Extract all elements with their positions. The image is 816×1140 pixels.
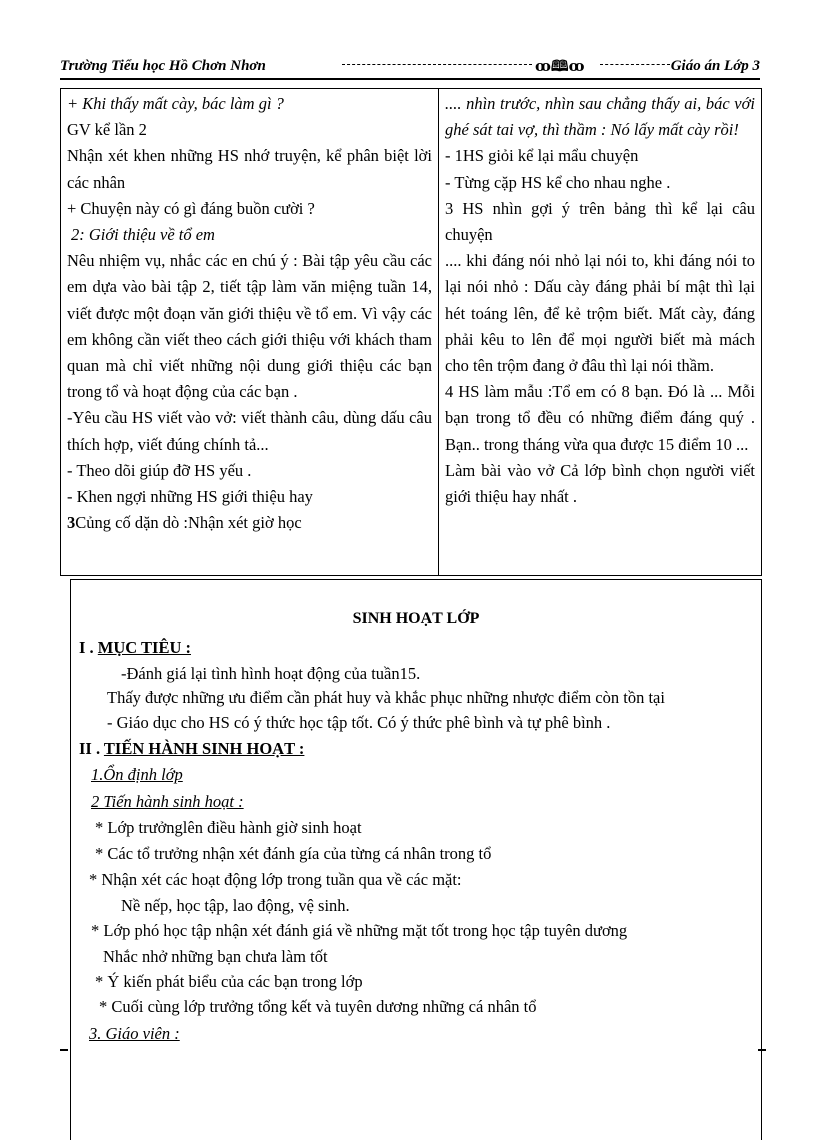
header-divider [600,64,670,65]
story-excerpt: .... nhìn trước, nhìn sau chẳng thấy ai, bác với ghé sát tai vợ, thì thầm : Nó lấy mất cày rồi! [445,94,755,140]
text-paragraph: 4 HS làm mẫu :Tổ em có 8 bạn. Đó là ... Mỗi bạn trong tổ đều có những điểm đáng quý . Bạn.. trong tháng vừa qua được 15 điểm 10 ... [445,382,755,454]
text-line: - Từng cặp HS kể cho nhau nghe . [445,172,671,192]
text-paragraph: Làm bài vào vở Cả lớp bình chọn người viết giới thiệu hay nhất . [445,460,755,507]
text-paragraph: 3 HS nhìn gợi ý trên bảng thì kể lại câu chuyện [445,198,755,245]
student-column [439,89,761,575]
class-activity-box [70,579,762,1140]
procedure-item: Nhắc nhở những bạn chưa làm tốt [103,947,328,966]
procedure-item: * Nhận xét các hoạt động lớp trong tuần qua về các mặt: [89,870,462,889]
procedure-item: * Lớp phó học tập nhận xét đánh giá về những mặt tốt trong học tập tuyên dương [91,921,628,940]
page-header [60,56,760,80]
text-line: - Khen ngợi những HS giới thiệu hay [67,487,313,507]
text-paragraph: .... khi đáng nói nhỏ lại nói to, khi đáng nói to lại nói nhỏ : Dấu cày đáng phải bí mật thì lại hét toáng lên, để kẻ trộm biết. Mất cày, đáng phải kêu to lên để mọi người biết mà mách cho tên trộm đang ở đâu thì lại nói thầm. [445,251,755,376]
step-conduct: 2 Tiến hành sinh hoạt : [91,792,244,811]
question-line: + Chuyện này có gì đáng buồn cười ? [67,198,315,218]
step-number: 3 [67,513,76,533]
question-line: + Khi thấy mất cày, bác làm gì ? [67,94,284,113]
activity-title: SINH HOẠT LỚP [352,610,480,627]
text-line: GV kể lần 2 [67,120,147,140]
lesson-table [60,88,762,576]
section-procedure: II . TIẾN HÀNH SINH HOẠT : [79,739,305,758]
text-line: - Theo dõi giúp đỡ HS yếu . [67,460,252,480]
text-line: Nhận xét khen những HS nhớ truyện, kể phân biệt lời các nhân [67,146,432,192]
procedure-item: * Ý kiến phát biểu của các bạn trong lớp [95,972,363,991]
text-paragraph: -Yêu cầu HS viết vào vở: viết thành câu, dùng dấu câu thích hợp, viết đúng chính tả... [67,408,432,454]
lesson-plan-label: Giáo án Lớp 3 [670,58,760,74]
goal-item: - Giáo dục cho HS có ý thức học tập tốt. Có ý thức phê bình và tự phê bình . [107,713,611,732]
header-divider [342,64,532,65]
procedure-item: Nề nếp, học tập, lao động, vệ sinh. [121,896,350,915]
goal-item: Thấy được những ưu điểm cần phát huy và khắc phục những nhược điểm còn tồn tại [107,688,665,707]
section-objectives: I . MỤC TIÊU : [79,638,191,657]
text-paragraph: Nêu nhiệm vụ, nhắc các en chú ý : Bài tập yêu cầu các em dựa vào bài tập 2, tiết tập làm văn miệng tuần 14, viết được một đoạn văn giới thiệu về tổ em. Vì vậy các em không cần viết theo cách giới thiệu với khách tham quan mà chỉ viết những nội dung giới thiệu các bạn trong tổ và hoạt động của các bạn . [67,251,432,402]
section-heading: 2: Giới thiệu về tổ em [71,225,215,245]
procedure-item: * Các tổ trưởng nhận xét đánh gía của từng cá nhân trong tổ [95,844,492,863]
step-teacher: 3. Giáo viên : [89,1024,180,1043]
footer-rule [758,1049,766,1051]
goal-item: -Đánh giá lại tình hình hoạt động của tuần15. [121,664,421,683]
teacher-column [61,89,439,575]
school-name: Trường Tiểu học Hồ Chơn Nhơn [60,58,266,74]
step-stabilize: 1.Ổn định lớp [91,765,183,784]
header-ornament: ꝏ🕮ꝏ [535,59,585,75]
text-line: 3Củng cố dặn dò :Nhận xét giờ học [67,513,302,533]
procedure-item: * Lớp trưởnglên điều hành giờ sinh hoạt [95,818,362,837]
footer-rule [60,1049,68,1051]
procedure-item: * Cuối cùng lớp trưởng tổng kết và tuyên dương những cá nhân tổ [99,997,537,1016]
text-line: - 1HS giỏi kể lại mẩu chuyện [445,146,639,166]
